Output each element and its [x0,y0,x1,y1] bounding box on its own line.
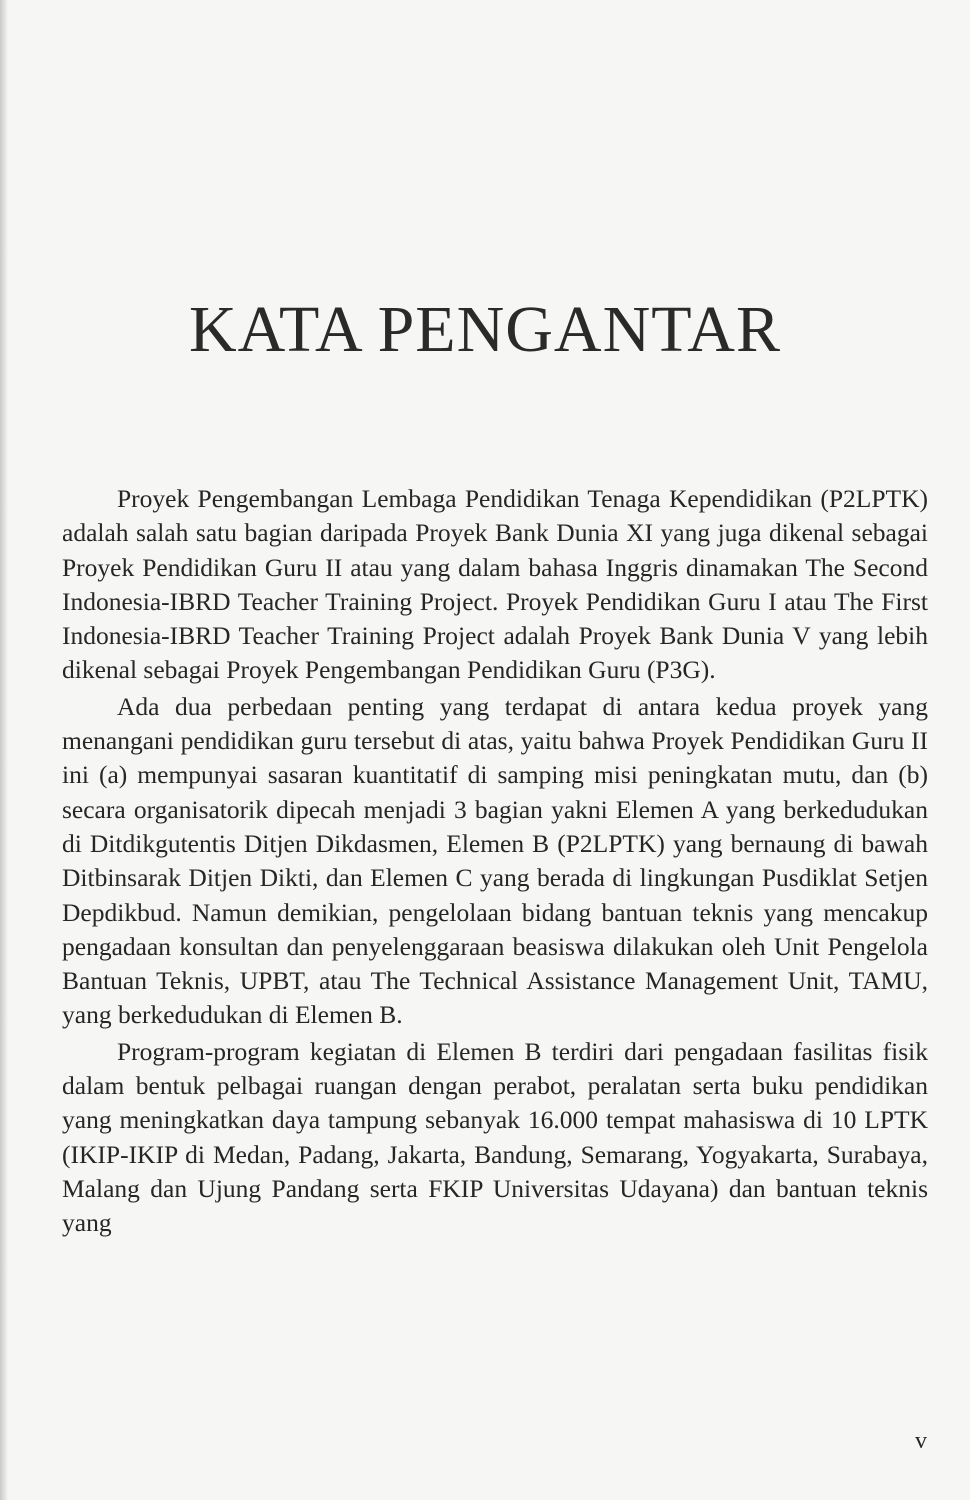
paragraph-3: Program-program kegiatan di Elemen B terdiri dari pengadaan fasilitas fisik dalam bentuk pelbagai ruangan dengan perabot, peralatan serta buku pendidikan yang meningkatkan daya tampung sebanyak 16.000 tempat mahasiswa di 10 LPTK (IKIP-IKIP di Medan, Padang, Jakarta, Bandung, Semarang, Yogyakarta, Surabaya, Malang dan Ujung Pandang serta FKIP Universitas Udayana) dan bantuan teknis yang [62,1036,928,1238]
paragraph-1: Proyek Pengembangan Lembaga Pendidikan Tenaga Kependidikan (P2LPTK) adalah salah satu bagian daripada Proyek Bank Dunia XI yang juga dikenal sebagai Proyek Pendidikan Guru II atau yang dalam bahasa Inggris dinamakan The Second Indonesia-IBRD Teacher Training Project. Proyek Pendidikan Guru I atau The First Indonesia-IBRD Teacher Training Project adalah Proyek Bank Dunia V yang lebih dikenal sebagai Proyek Pengembangan Pendidikan Guru (P3G). [62,484,928,685]
page-title: KATA PENGANTAR [189,293,781,366]
page-binding-shadow [0,0,8,1500]
page-number: v [915,1428,927,1454]
body-text [62,482,928,1243]
paragraph-2: Ada dua perbedaan penting yang terdapat di antara kedua proyek yang menangani pendidikan guru tersebut di atas, yaitu bahwa Proyek Pendidikan Guru II ini (a) mempunyai sasaran kuantitatif di samping misi peningkatan mutu, dan (b) secara organisatorik dipecah menjadi 3 bagian yakni Elemen A yang berkedudukan di Ditdikgutentis Ditjen Dikdasmen, Elemen B (P2LPTK) yang bernaung di bawah Ditbinsarak Ditjen Dikti, dan Elemen C yang berada di lingkungan Pusdiklat Setjen Depdikbud. Namun demikian, pengelolaan bidang bantuan teknis yang mencakup pengadaan konsultan dan penyelenggaraan beasiswa dilakukan oleh Unit Pengelola Bantuan Teknis, UPBT, atau The Technical Assistance Management Unit, TAMU, yang berkedudukan di Elemen B. [62,691,928,1030]
